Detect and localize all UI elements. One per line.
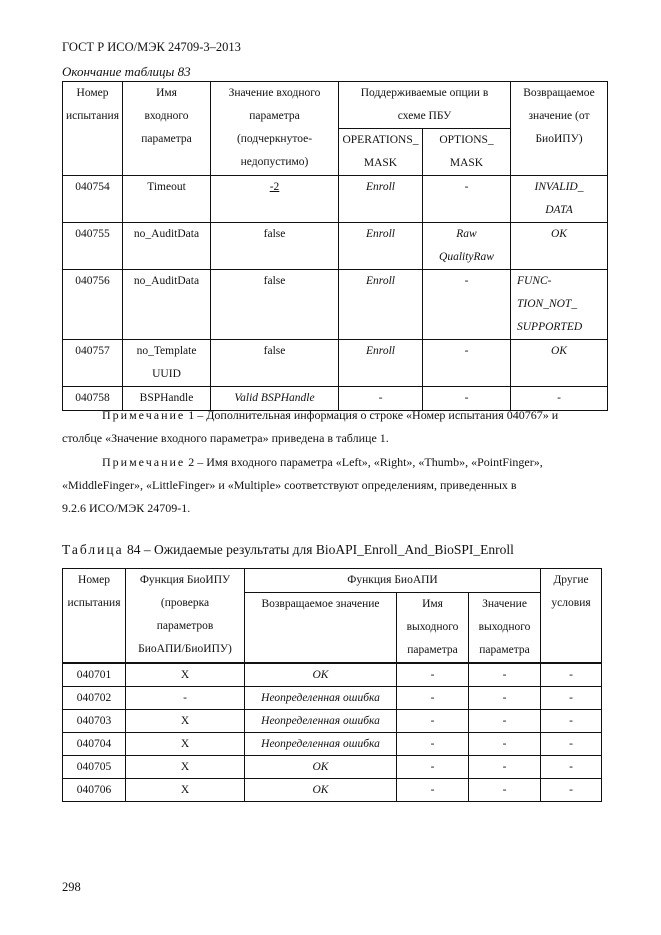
cell-output-name: - bbox=[397, 687, 469, 710]
cell-operations-mask: - bbox=[339, 387, 423, 411]
cell-input-value: false bbox=[211, 340, 339, 387]
table-row bbox=[63, 340, 608, 387]
note-1-label: Примечание bbox=[102, 408, 186, 422]
cell-input-name: no_AuditData bbox=[123, 223, 211, 270]
cell-return-value: OK bbox=[511, 340, 608, 387]
table-84 bbox=[62, 568, 602, 802]
table-row bbox=[63, 733, 602, 756]
t84-header-bsp-function: Функция БиоИПУ (проверка параметров БиоАПИ/БиоИПУ) bbox=[126, 569, 245, 664]
table84-caption-text: 84 – Ожидаемые результаты для BioAPI_Enroll_And_BioSPI_Enroll bbox=[123, 542, 514, 557]
page-number: 298 bbox=[62, 880, 81, 894]
table-row bbox=[63, 779, 602, 802]
table84-caption-label: Таблица bbox=[62, 542, 124, 557]
table-row bbox=[63, 756, 602, 779]
cell-bsp-function: X bbox=[126, 733, 245, 756]
cell-return-value: - bbox=[511, 387, 608, 411]
t83-header-input-name: Имя входного параметра bbox=[123, 82, 211, 176]
note-1-text: 1 – Дополнительная информация о строке «Номер испытания 040767» и bbox=[185, 408, 559, 422]
table-row bbox=[63, 176, 608, 223]
t84-header-return-value: Возвращаемое значение bbox=[245, 593, 397, 664]
table-row bbox=[63, 270, 608, 340]
t84-header-output-value: Значение выходного параметра bbox=[469, 593, 541, 664]
cell-output-name: - bbox=[397, 733, 469, 756]
t83-header-return-value: Возвращаемое значение (от БиоИПУ) bbox=[511, 82, 608, 176]
cell-output-value: - bbox=[469, 663, 541, 687]
cell-bsp-function: X bbox=[126, 756, 245, 779]
cell-test-number: 040757 bbox=[63, 340, 123, 387]
t83-header-input-value: Значение входного параметра (подчеркнутое- недопустимо) bbox=[211, 82, 339, 176]
note-2-line-3: 9.2.6 ИСО/МЭК 24709-1. bbox=[62, 501, 191, 515]
note-2-label: Примечание bbox=[102, 455, 186, 469]
cell-return-value: OK bbox=[245, 663, 397, 687]
t84-header-test-number: Номер испытания bbox=[63, 569, 126, 664]
cell-return-value: Неопределенная ошибка bbox=[245, 710, 397, 733]
note-2 bbox=[62, 451, 602, 520]
cell-options-mask: - bbox=[423, 176, 511, 223]
cell-other-conditions: - bbox=[541, 687, 602, 710]
cell-return-value: OK bbox=[245, 779, 397, 802]
cell-output-name: - bbox=[397, 663, 469, 687]
cell-other-conditions: - bbox=[541, 733, 602, 756]
cell-return-value: FUNC- TION_NOT_ SUPPORTED bbox=[511, 270, 608, 340]
cell-bsp-function: X bbox=[126, 663, 245, 687]
cell-input-value: -2 bbox=[211, 176, 339, 223]
cell-input-name: Timeout bbox=[123, 176, 211, 223]
note-2-line-2: «MiddleFinger», «LittleFinger» и «Multiple» соответствуют определениям, приведенных в bbox=[62, 478, 517, 492]
t83-header-supported-options: Поддерживаемые опции в схеме ПБУ bbox=[339, 82, 511, 129]
cell-output-value: - bbox=[469, 710, 541, 733]
cell-options-mask: - bbox=[423, 270, 511, 340]
cell-return-value: Неопределенная ошибка bbox=[245, 733, 397, 756]
cell-test-number: 040704 bbox=[63, 733, 126, 756]
t84-header-other-conditions: Другие условия bbox=[541, 569, 602, 664]
cell-bsp-function: - bbox=[126, 687, 245, 710]
cell-output-name: - bbox=[397, 779, 469, 802]
cell-options-mask: Raw QualityRaw bbox=[423, 223, 511, 270]
cell-input-value: false bbox=[211, 270, 339, 340]
cell-other-conditions: - bbox=[541, 756, 602, 779]
cell-test-number: 040756 bbox=[63, 270, 123, 340]
cell-test-number: 040706 bbox=[63, 779, 126, 802]
cell-input-name: no_Template UUID bbox=[123, 340, 211, 387]
cell-options-mask: - bbox=[423, 340, 511, 387]
t83-header-test-number: Номер испытания bbox=[63, 82, 123, 176]
table83-caption: Окончание таблицы 83 bbox=[62, 64, 191, 79]
document-header: ГОСТ Р ИСО/МЭК 24709-3–2013 bbox=[62, 40, 241, 54]
cell-other-conditions: - bbox=[541, 779, 602, 802]
cell-operations-mask: Enroll bbox=[339, 340, 423, 387]
cell-input-value: Valid BSPHandle bbox=[211, 387, 339, 411]
cell-output-value: - bbox=[469, 756, 541, 779]
cell-output-value: - bbox=[469, 733, 541, 756]
cell-options-mask: - bbox=[423, 387, 511, 411]
cell-other-conditions: - bbox=[541, 710, 602, 733]
t84-header-output-name: Имя выходного параметра bbox=[397, 593, 469, 664]
note-1-continuation: столбце «Значение входного параметра» приведена в таблице 1. bbox=[62, 431, 389, 445]
cell-test-number: 040703 bbox=[63, 710, 126, 733]
cell-output-value: - bbox=[469, 687, 541, 710]
cell-test-number: 040758 bbox=[63, 387, 123, 411]
cell-output-name: - bbox=[397, 710, 469, 733]
cell-input-value: false bbox=[211, 223, 339, 270]
cell-operations-mask: Enroll bbox=[339, 176, 423, 223]
cell-output-name: - bbox=[397, 756, 469, 779]
cell-operations-mask: Enroll bbox=[339, 270, 423, 340]
cell-return-value: OK bbox=[511, 223, 608, 270]
cell-other-conditions: - bbox=[541, 663, 602, 687]
cell-test-number: 040705 bbox=[63, 756, 126, 779]
cell-test-number: 040755 bbox=[63, 223, 123, 270]
note-2-text: 2 – Имя входного параметра «Left», «Right», «Thumb», «PointFinger», bbox=[185, 455, 543, 469]
cell-test-number: 040701 bbox=[63, 663, 126, 687]
table-83 bbox=[62, 81, 608, 411]
cell-output-value: - bbox=[469, 779, 541, 802]
table84-caption bbox=[62, 542, 514, 558]
t84-header-bioapi-function: Функция БиоАПИ bbox=[245, 569, 541, 593]
cell-return-value: OK bbox=[245, 756, 397, 779]
cell-input-name: BSPHandle bbox=[123, 387, 211, 411]
table-row bbox=[63, 710, 602, 733]
cell-bsp-function: X bbox=[126, 779, 245, 802]
t83-header-options-mask: OPTIONS_ MASK bbox=[423, 129, 511, 176]
cell-test-number: 040702 bbox=[63, 687, 126, 710]
cell-test-number: 040754 bbox=[63, 176, 123, 223]
table-row bbox=[63, 223, 608, 270]
cell-operations-mask: Enroll bbox=[339, 223, 423, 270]
table-row bbox=[63, 687, 602, 710]
table-row bbox=[63, 663, 602, 687]
cell-input-name: no_AuditData bbox=[123, 270, 211, 340]
cell-return-value: INVALID_ DATA bbox=[511, 176, 608, 223]
cell-bsp-function: X bbox=[126, 710, 245, 733]
cell-return-value: Неопределенная ошибка bbox=[245, 687, 397, 710]
t83-header-operations-mask: OPERATIONS_ MASK bbox=[339, 129, 423, 176]
note-1 bbox=[62, 404, 602, 450]
